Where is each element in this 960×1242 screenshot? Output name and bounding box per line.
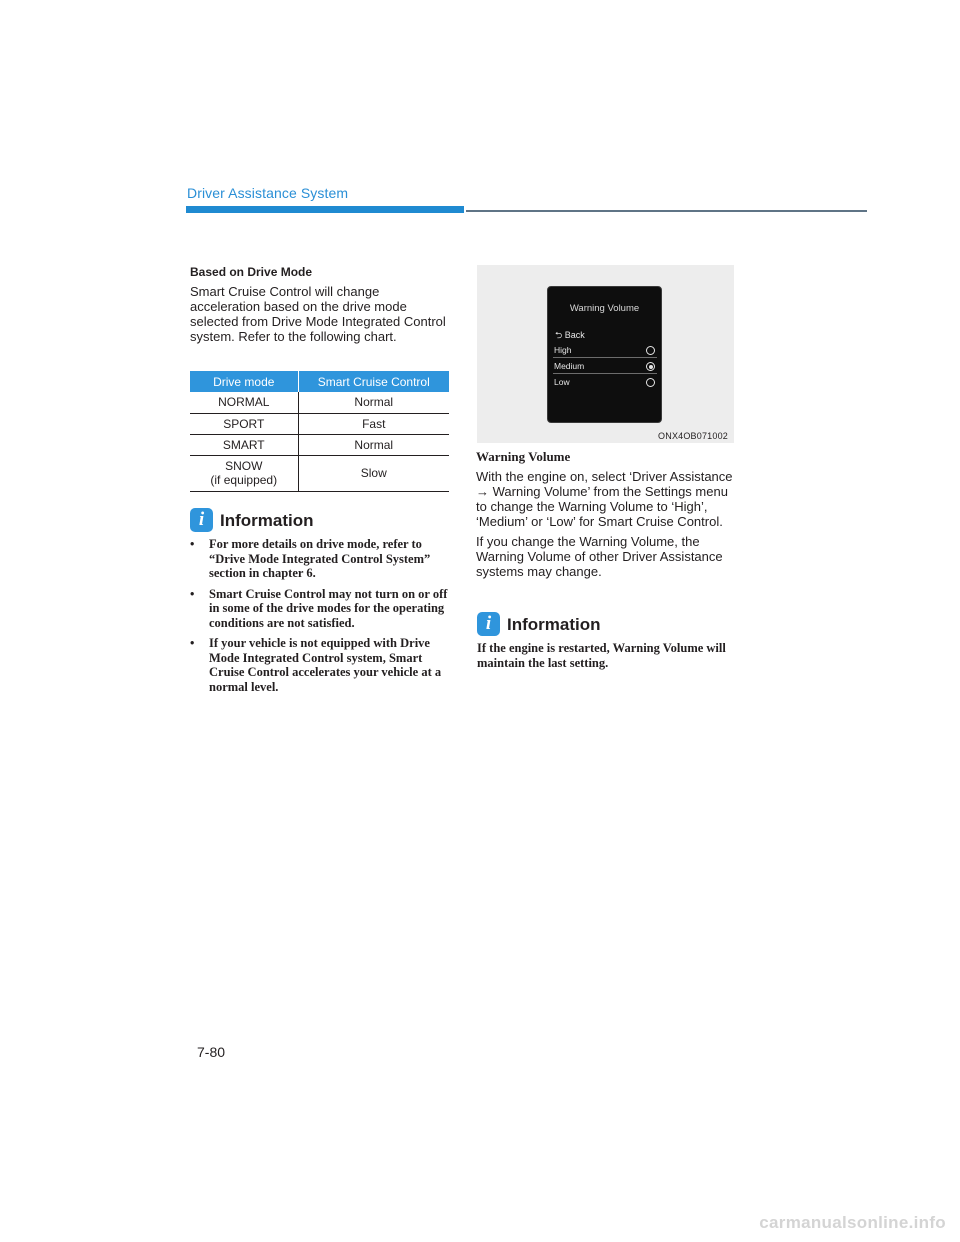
list-item: [190, 587, 452, 631]
watermark: carmanualsonline.info: [759, 1213, 946, 1232]
list-item: [190, 636, 452, 694]
drive-mode-section: [190, 265, 450, 344]
page-number: 7-80: [197, 1044, 226, 1060]
table-cell-value: Normal: [298, 434, 449, 455]
list-item-text: If your vehicle is not equipped with Drive Mode Integrated Control system, Smart Cruise Control accelerates your vehicle at a normal level.: [209, 636, 442, 694]
header-accent-bar: [186, 206, 464, 213]
warning-volume-heading: Warning Volume: [476, 449, 571, 464]
option-medium: [553, 358, 657, 374]
information-text: If the engine is restarted, Warning Volume will maintain the last setting.: [477, 641, 726, 670]
radio-unselected-icon: [646, 346, 655, 355]
column-header-smart-cruise: Smart Cruise Control: [298, 371, 449, 392]
radio-unselected-icon: [646, 378, 655, 387]
table-row: [190, 392, 449, 413]
option-label: High: [554, 345, 572, 355]
drive-mode-subheading: Based on Drive Mode: [190, 265, 313, 279]
table-cell-mode: [190, 455, 298, 491]
warning-volume-section: [476, 449, 736, 579]
option-low: [553, 374, 657, 390]
bullet: •: [190, 636, 195, 650]
list-item: [190, 537, 452, 581]
table-cell-value: Fast: [298, 413, 449, 434]
drive-mode-table: [190, 371, 449, 492]
section-title: Driver Assistance System: [187, 185, 349, 201]
drive-mode-paragraph: Smart Cruise Control will change acceleration based on the drive mode selected from Drive Mode Integrated Control system. Refer to the following chart.: [190, 284, 446, 344]
option-label: Low: [554, 377, 570, 387]
back-label: Back: [564, 330, 585, 340]
radio-selected-icon: [646, 362, 655, 371]
table-cell-mode: SMART: [190, 434, 298, 455]
table-header-row: [190, 371, 449, 392]
figure-code: ONX4OB071002: [658, 431, 728, 441]
mode-name: SNOW: [225, 459, 263, 473]
header-rule: [466, 210, 867, 212]
warning-volume-figure: [477, 265, 734, 443]
table-cell-value: Normal: [298, 392, 449, 413]
mode-note: (if equipped): [210, 473, 278, 487]
warning-volume-paragraph-1: With the engine on, select ‘Driver Assistance → Warning Volume’ from the Settings menu to change the Warning Volume to ‘High’, ‘Medium’ or ‘Low’ for Smart Cruise Control.: [476, 469, 733, 529]
information-title: Information: [507, 615, 601, 634]
cluster-screen: [547, 286, 662, 423]
information-icon: i: [477, 612, 500, 636]
list-item-text: For more details on drive mode, refer to “Drive Mode Integrated Control System” section in chapter 6.: [209, 537, 431, 580]
table-cell-value: Slow: [298, 455, 449, 491]
warning-volume-paragraph-2: If you change the Warning Volume, the Warning Volume of other Driver Assistance systems may change.: [476, 534, 723, 579]
information-block-warning-volume: [477, 612, 739, 670]
table-cell-mode: NORMAL: [190, 392, 298, 413]
table-row: [190, 434, 449, 455]
list-item-text: Smart Cruise Control may not turn on or off in some of the drive modes for the operating conditions are not satisfied.: [209, 586, 448, 630]
information-list: [190, 537, 452, 694]
screen-title: Warning Volume: [569, 303, 640, 314]
option-high: [553, 342, 657, 358]
table-row: [190, 413, 449, 434]
information-icon: i: [190, 508, 213, 532]
column-header-drive-mode: Drive mode: [190, 371, 298, 392]
table-cell-mode: SPORT: [190, 413, 298, 434]
back-arrow-icon: ⮌: [555, 330, 563, 340]
bullet: •: [190, 537, 195, 551]
table-row: [190, 455, 449, 491]
information-block-drive-mode: [190, 508, 452, 700]
option-label: Medium: [554, 361, 585, 371]
information-title: Information: [220, 511, 314, 530]
bullet: •: [190, 586, 195, 601]
